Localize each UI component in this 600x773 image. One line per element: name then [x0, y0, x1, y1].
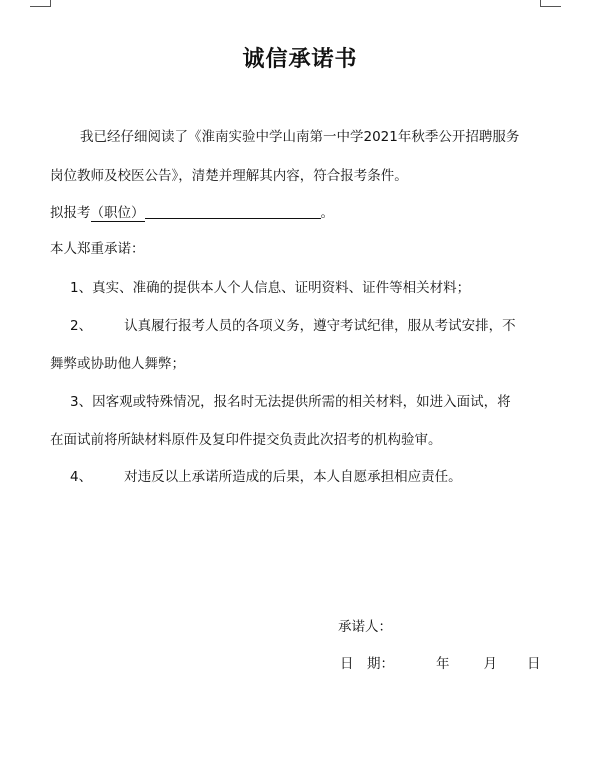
page-corner-mark-left: [30, 0, 51, 7]
pledge-item-1: [70, 276, 470, 296]
apply-position-line: [50, 201, 334, 221]
item-text: 认真履行报考人员的各项义务，遵守考试纪律，服从考试安排，不: [124, 318, 516, 334]
item-number: 1、: [70, 280, 93, 296]
item-number: 4、: [70, 469, 93, 485]
page-corner-mark-right: [540, 0, 561, 7]
pledge-item-2: [70, 314, 516, 334]
apply-prefix: 拟报考: [50, 205, 91, 221]
date-line: [340, 652, 541, 672]
date-month: 月: [483, 656, 497, 672]
pledge-item-4: [70, 465, 462, 485]
pledge-heading: 本人郑重承诺：: [50, 241, 145, 257]
date-day: 日: [527, 656, 541, 672]
date-year: 年: [436, 656, 450, 672]
date-label: 日 期：: [340, 656, 394, 672]
pledge-item-2-cont: 舞弊或协助他人舞弊；: [50, 356, 185, 372]
document-title: 诚信承诺书: [242, 47, 358, 72]
item-text: 对违反以上承诺所造成的后果，本人自愿承担相应责任。: [124, 469, 462, 485]
signer-label: 承诺人：: [338, 619, 392, 635]
intro-line-2: 岗位教师及校医公告》，清楚并理解其内容，符合报考条件。: [50, 168, 408, 184]
item-number: 3、: [70, 394, 93, 410]
apply-position-label: （职位）: [90, 205, 145, 221]
item-text: 真实、准确的提供本人个人信息、证明资料、证件等相关材料；: [92, 280, 471, 296]
apply-suffix: 。: [320, 205, 334, 221]
pledge-item-3: [70, 390, 511, 410]
item-number: 2、: [70, 318, 93, 334]
item-text: 因客观或特殊情况，报名时无法提供所需的相关材料，如进入面试，将: [92, 394, 511, 410]
apply-position-blank: [145, 204, 321, 219]
intro-line-1: 我已经仔细阅读了《淮南实验中学山南第一中学2021年秋季公开招聘服务: [80, 129, 520, 145]
pledge-item-3-cont: 在面试前将所缺材料原件及复印件提交负责此次招考的机构验审。: [50, 432, 442, 448]
